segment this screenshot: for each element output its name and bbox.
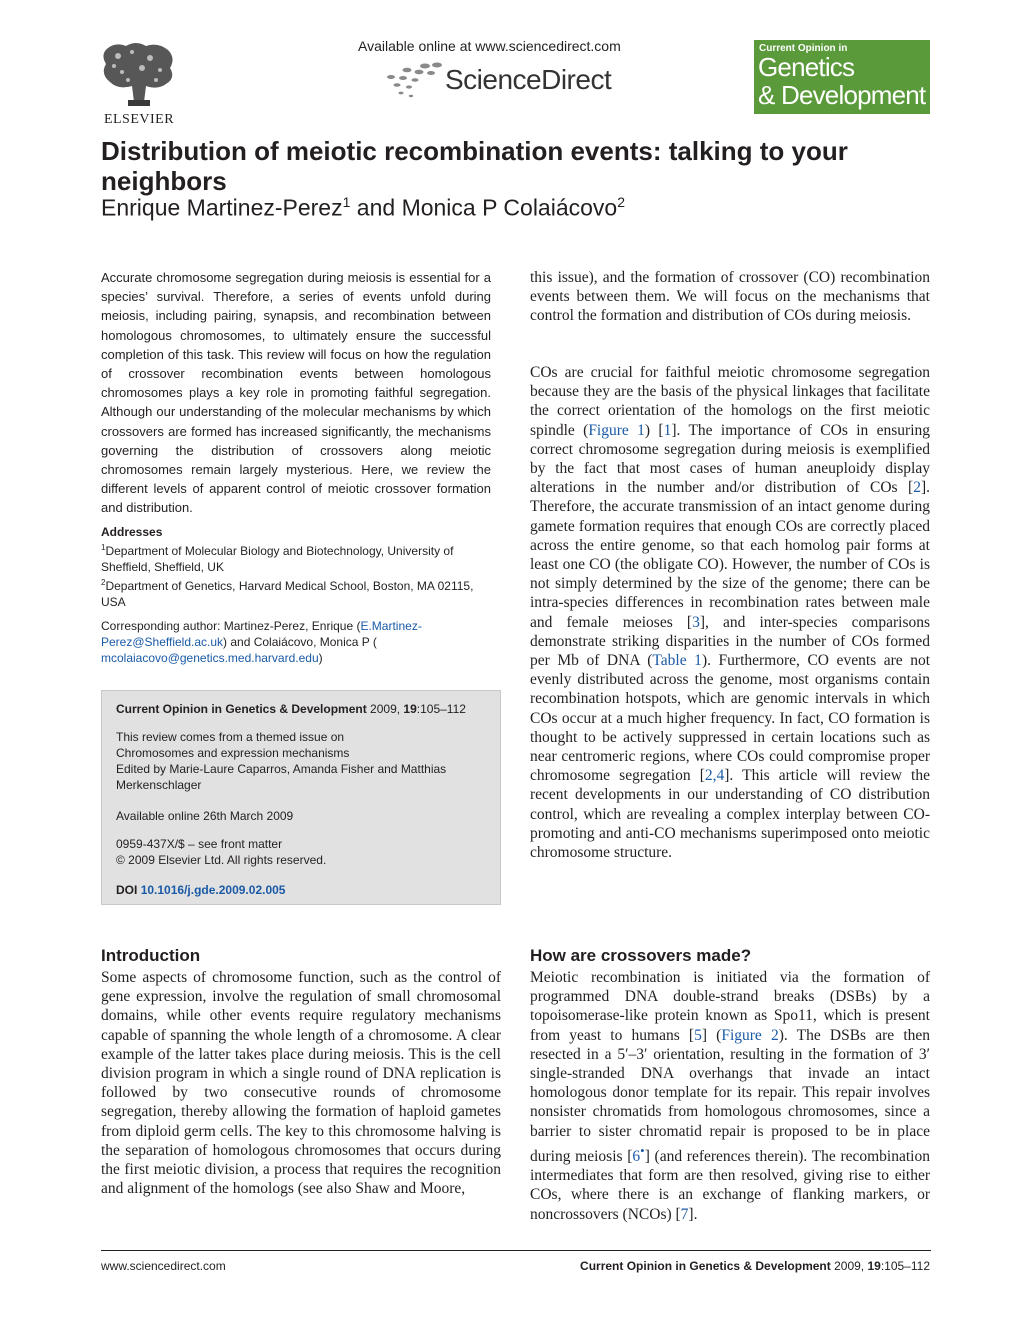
addresses-heading: Addresses <box>101 525 163 539</box>
figure-1-link[interactable]: Figure 1 <box>588 421 645 439</box>
journal-badge-line1: Current Opinion in <box>759 43 848 54</box>
email-link-2[interactable]: mcolaiacovo@genetics.med.harvard.edu <box>101 651 319 665</box>
right-paragraph-2: COs are crucial for faithful meiotic chromosome segregation because they are the basis of the physical linkages that facilitate the correct orientation of the homologs on the first meiotic spindle (Figure 1) [1]. The importance of COs in ensuring correct chromosome segregation during meiosis is exemplified by the fact that most cases of human aneuploidy display alterations in the number and/or distribution of COs [2]. Therefore, the accurate transmission of an intact genome during gamete formation requires that enough COs are correctly placed across the entire genome, so that each homolog pair forms at least one CO (the obligate CO). However, the number of COs is not simply determined by the size of the genome; there can be intra-species differences in recombination rates between male and female meioses [3], and inter-species comparisons demonstrate striking disparities in the number of COs formed per Mb of DNA (Table 1). Furthermore, CO events are not evenly distributed across the genome, most organisms contain recombination hotspots, which are genomic intervals in which COs occur at a much higher frequency. In fact, CO formation is thought to be actively suppressed in certain locations such as near centromeric regions, where COs could compromise proper chromosome segregation [2,4]. This article will review the recent developments in our understanding of CO distribution control, which are revealing a complex interplay between CO-promoting and anti-CO mechanisms superimposed onto meiotic chromosome structure. <box>530 364 931 862</box>
table-1-link[interactable]: Table 1 <box>652 652 702 670</box>
author-and: and <box>350 194 402 221</box>
author-1-affiliation: 1 <box>342 194 351 210</box>
address-1: $^1$Department of Molecular Biology and Biotechnology, University of Sheffield, Sheffield, UK <box>101 543 454 574</box>
right-paragraph-1: this issue), and the formation of crossover (CO) recombination events between them. We will focus on the mechanisms that control the formation and distribution of COs during meiosis. <box>530 269 930 325</box>
journal-badge-line2: Genetics <box>758 52 855 82</box>
introduction-heading: Introduction <box>101 946 201 965</box>
infobox-issn: 0959-437X/$ – see front matter <box>116 837 283 851</box>
ref-7-link[interactable]: 7 <box>680 1205 689 1223</box>
article-info-box <box>101 690 501 905</box>
how-crossovers-heading: How are crossovers made? <box>530 946 752 965</box>
author-2[interactable]: Monica P Colaiácovo <box>401 194 618 221</box>
ref-3-link[interactable]: 3 <box>692 613 700 631</box>
ref-2-4-link[interactable]: 2,4 <box>704 767 725 785</box>
corresponding-author: Corresponding author: Martinez-Perez, Enrique (E.Martinez-Perez@Sheffield.ac.uk) and Colaiácovo, Monica P ( mcolaiacovo@genetics.med.harvard.edu) <box>101 619 422 665</box>
ref-5-link[interactable]: 5 <box>694 1026 702 1044</box>
ref-2-link[interactable]: 2 <box>913 479 921 497</box>
addresses <box>101 524 501 610</box>
infobox-citation: Current Opinion in Genetics & Development 2009, 19:105–112 <box>116 702 466 716</box>
sciencedirect-logo[interactable] <box>385 58 625 102</box>
infobox-copyright: © 2009 Elsevier Ltd. All rights reserved. <box>116 853 327 867</box>
abstract: Accurate chromosome segregation during meiosis is essential for a species’ survival. Therefore, a series of events unfold during meiosis, including pairing, synapsis, and recombination between homologous chromosomes, to ultimately ensure the successful completion of this task. This review will focus on how the regulation of crossover recombination events between homologous chromosomes plays a key role in promoting faithful segregation. Although our understanding of the molecular mechanisms by which crossovers are formed has increased significantly, the mechanisms governing the distribution of crossovers along meiotic chromosomes remain largely mysterious. Here, we review the different levels of apparent control of meiotic crossover formation and distribution. <box>101 270 491 516</box>
journal-badge-line3: & Development <box>758 80 926 110</box>
elsevier-logo <box>98 40 180 128</box>
footer-rule <box>101 1250 931 1251</box>
available-online-text: Available online at www.sciencedirect.com <box>358 38 621 54</box>
elsevier-wordmark: ELSEVIER <box>103 112 175 127</box>
sciencedirect-dots-icon <box>385 60 447 100</box>
introduction-text: Some aspects of chromosome function, such as the control of gene expression, involve the regulation of small chromosomal domains, while other events require regulatory mechanisms capable of spanning the whole length of a chromosome. A clear example of the latter takes place during meiosis. This is the cell division program in which a single round of DNA replication is followed by two consecutive rounds of chromosome segregation, thereby allowing the formation of haploid gametes from diploid germ cells. The key to this chromosome halving is the separation of homologous chromosomes that occurs during the first meiotic division, a process that requires the recognition and alignment of the homologs (see also Shaw and Moore, <box>101 969 501 1198</box>
infobox-themed: This review comes from a themed issue on Chromosomes and expression mechanisms Edited by Marie-Laure Caparros, Amanda Fisher and Matthias Merkenschlager <box>116 730 447 792</box>
author-2-affiliation: 2 <box>617 194 625 210</box>
footer-citation: Current Opinion in Genetics & Development 2009, 19:105–112 <box>580 1259 930 1273</box>
elsevier-tree-icon <box>98 40 180 110</box>
infobox-doi: DOI 10.1016/j.gde.2009.02.005 <box>116 883 286 897</box>
doi-link[interactable]: 10.1016/j.gde.2009.02.005 <box>140 883 286 897</box>
infobox-available: Available online 26th March 2009 <box>116 809 294 823</box>
footer-website[interactable]: www.sciencedirect.com <box>101 1259 226 1273</box>
address-2: $^2$Department of Genetics, Harvard Medical School, Boston, MA 02115, USA <box>101 578 474 609</box>
article-authors <box>101 194 625 222</box>
how-crossovers-text: Meiotic recombination is initiated via the formation of programmed DNA double-strand breaks (DSBs) by a topoisomerase-like protein known as Spo11, which is present from yeast to humans [5] (Figure 2). The DSBs are then resected in a 5′–3′ orientation, resulting in the formation of 3′ single-stranded DNA overhangs that invade an intact homologous donor template for its repair. This repair involves nonsister chromatids from homologous chromosomes, since a barrier to sister chromatid repair is proposed to be in place during meiosis [6•] (and references therein). The recombination intermediates that form are then resolved, giving rise to either COs, where there is an exchange of flanking markers, or noncrossovers (NCOs) [7]. <box>530 969 931 1223</box>
ref-1-link[interactable]: 1 <box>663 421 672 439</box>
ref-6-link[interactable]: 6• <box>632 1142 645 1165</box>
figure-2-link[interactable]: Figure 2 <box>721 1026 779 1044</box>
article-title: Distribution of meiotic recombination events: talking to your neighbors <box>101 136 848 196</box>
sciencedirect-wordmark: ScienceDirect <box>445 64 612 95</box>
email-link-1[interactable]: E.Martinez-Perez@Sheffield.ac.uk <box>101 619 422 649</box>
author-1[interactable]: Enrique Martinez-Perez <box>101 194 343 221</box>
journal-badge[interactable] <box>754 40 930 114</box>
